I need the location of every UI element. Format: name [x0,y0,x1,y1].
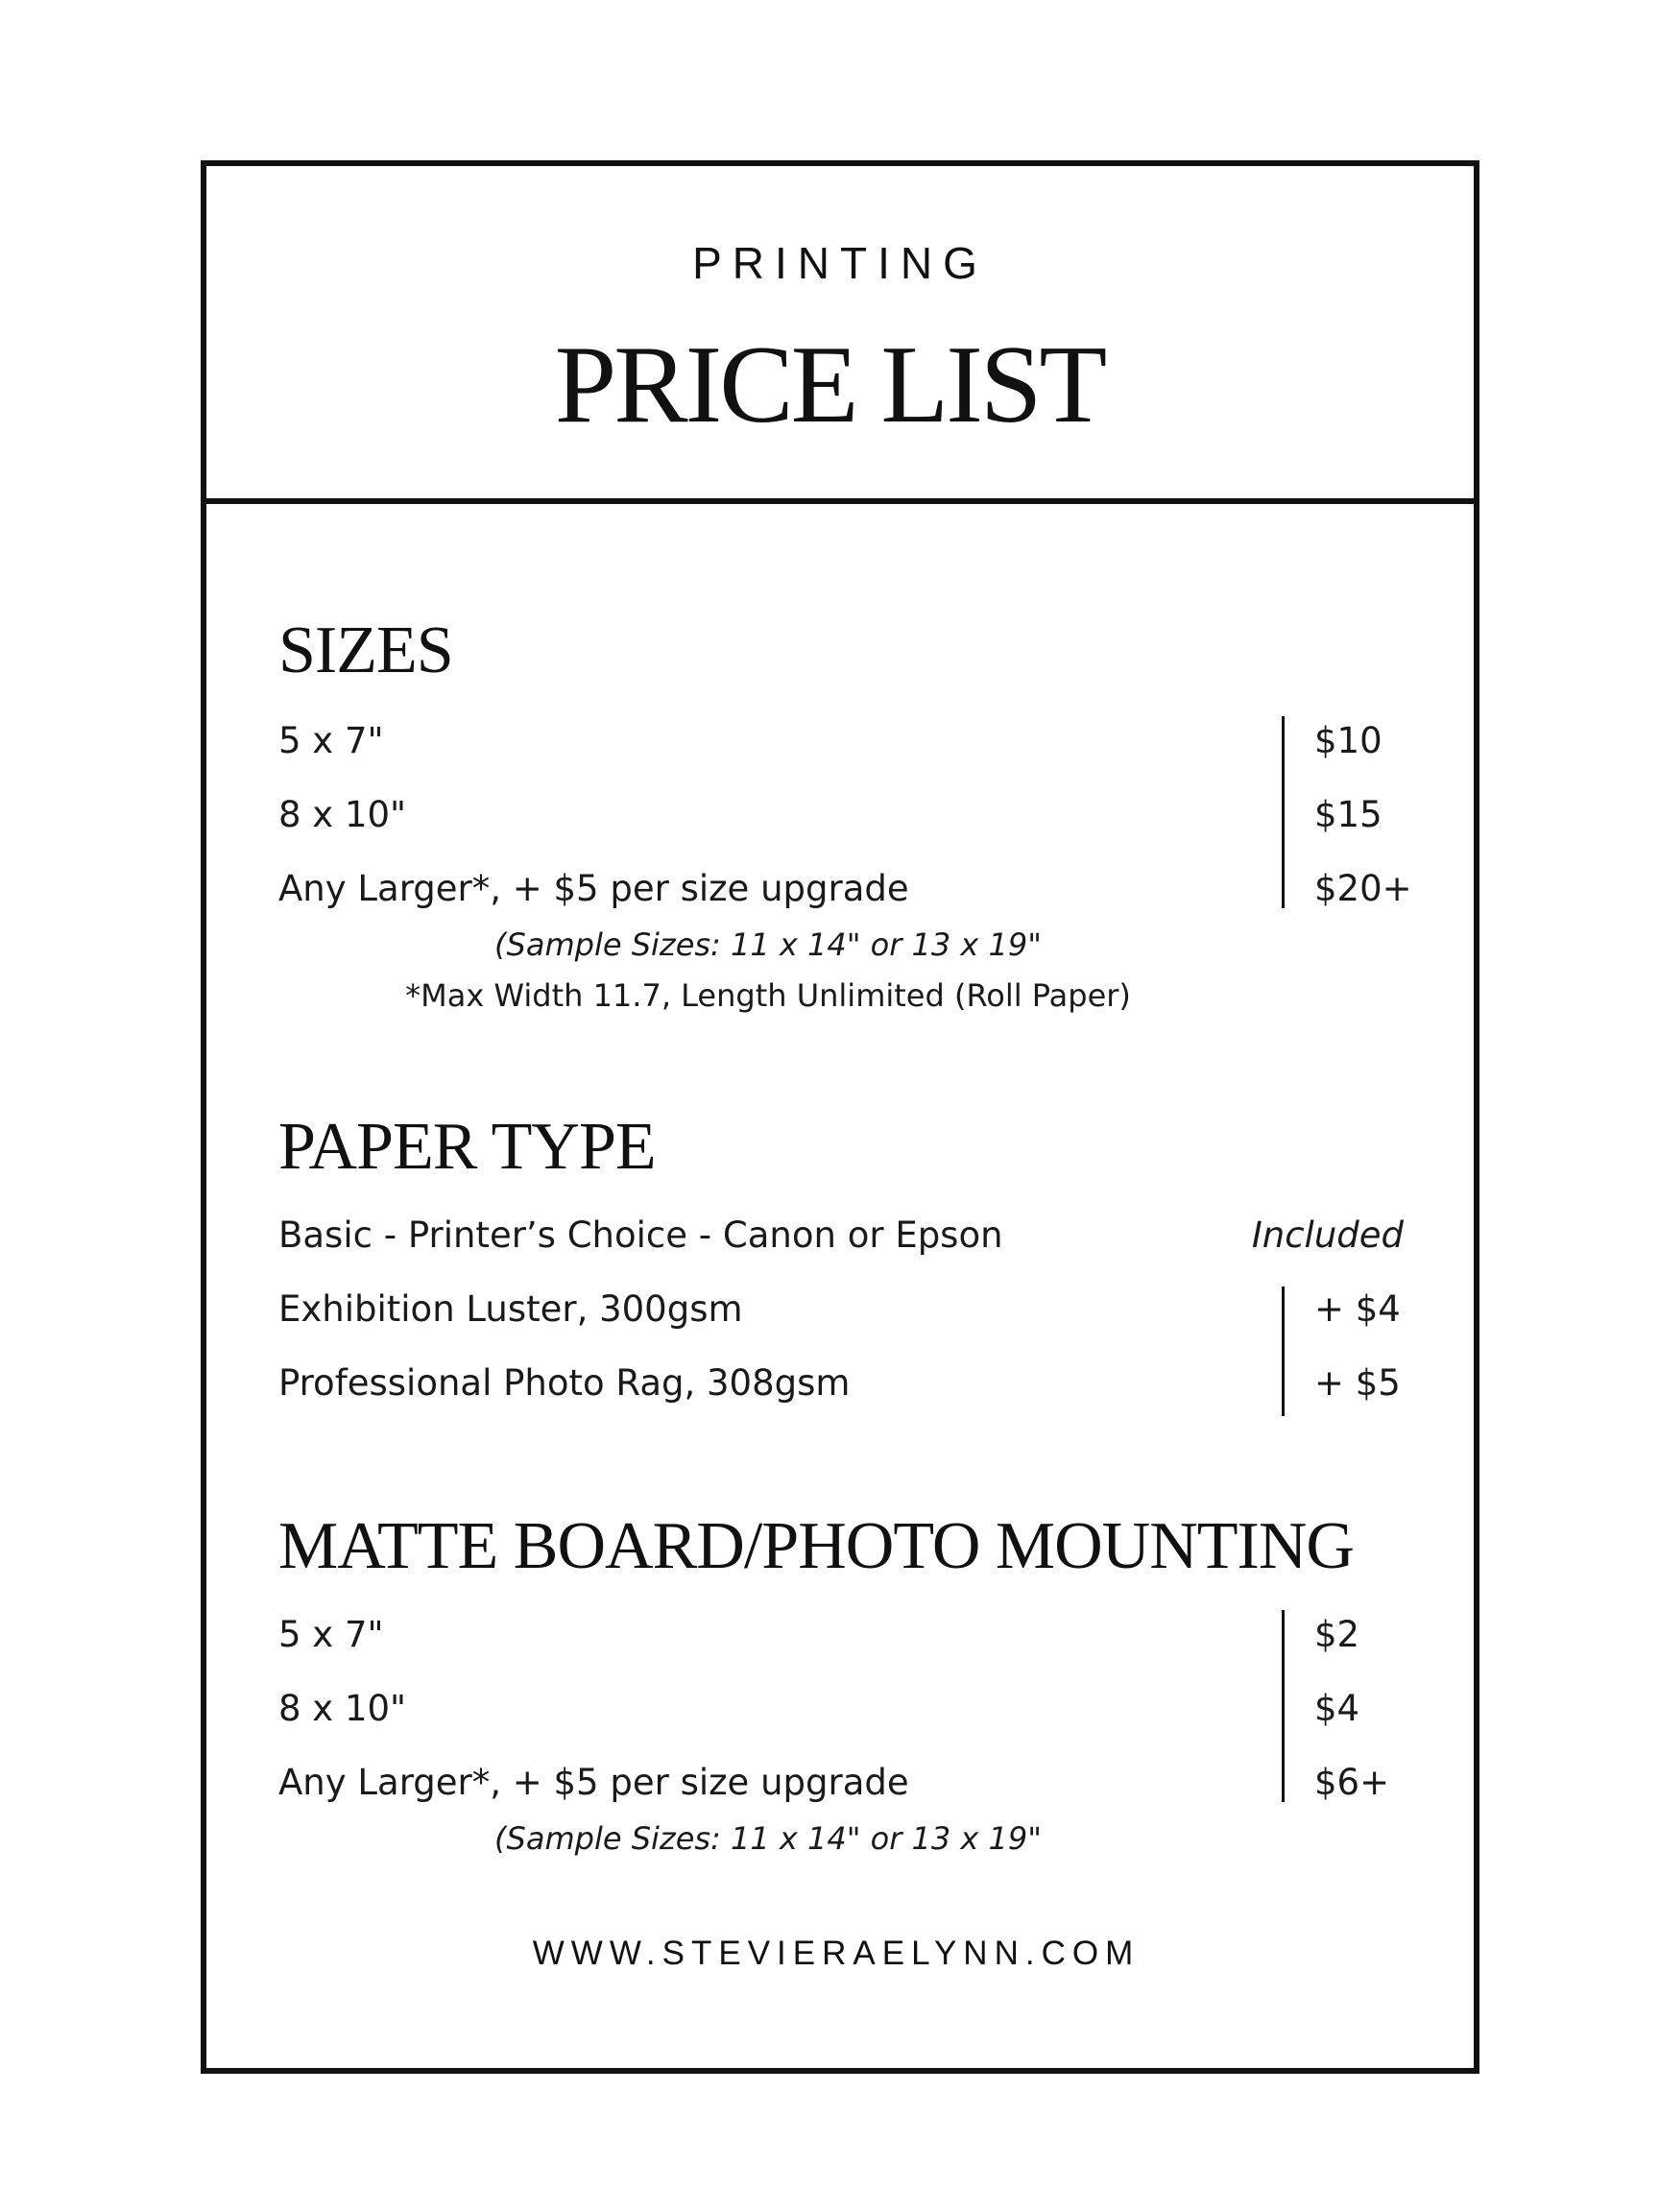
sizes-item-price: $15 [1314,794,1382,835]
paper-type-included-label: Included [1251,1214,1404,1256]
sizes-item-label: 8 x 10" [278,794,407,835]
paper-type-item-price: + $5 [1314,1362,1401,1404]
matte-board-item-label: 5 x 7" [278,1614,384,1655]
paper-type-item-label: Basic - Printer’s Choice - Canon or Epson [278,1214,1003,1256]
price-separator-paper-type [1282,1286,1285,1416]
header-kicker: PRINTING [692,238,988,288]
sizes-sample-note: (Sample Sizes: 11 x 14" or 13 x 19" [494,926,1042,963]
sizes-item-price: $10 [1314,720,1382,761]
matte-board-item-label: 8 x 10" [278,1688,407,1729]
sizes-item-label: Any Larger*, + $5 per size upgrade [278,868,909,909]
section-heading-paper-type: PAPER TYPE [278,1110,656,1184]
sizes-max-width-note: *Max Width 11.7, Length Unlimited (Roll Paper) [405,977,1131,1014]
price-separator-matte-board [1282,1610,1285,1802]
matte-board-item-price: $4 [1314,1688,1360,1729]
sizes-item-price: $20+ [1314,868,1412,909]
paper-type-item-label: Professional Photo Rag, 308gsm [278,1362,851,1404]
matte-board-sample-note: (Sample Sizes: 11 x 14" or 13 x 19" [494,1820,1042,1857]
matte-board-item-price: $6+ [1314,1762,1390,1803]
matte-board-item-price: $2 [1314,1614,1360,1655]
page-title: PRICE LIST [554,324,1105,446]
paper-type-item-price: + $4 [1314,1288,1401,1330]
price-separator-sizes [1282,716,1285,908]
website-link[interactable]: WWW.STEVIERAELYNN.COM [532,1935,1141,1972]
sizes-item-label: 5 x 7" [278,720,384,761]
section-heading-matte-board: MATTE BOARD/PHOTO MOUNTING [278,1509,1354,1583]
header-divider [201,498,1479,504]
paper-type-item-label: Exhibition Luster, 300gsm [278,1288,743,1330]
matte-board-item-label: Any Larger*, + $5 per size upgrade [278,1762,909,1803]
section-heading-sizes: SIZES [278,613,453,687]
